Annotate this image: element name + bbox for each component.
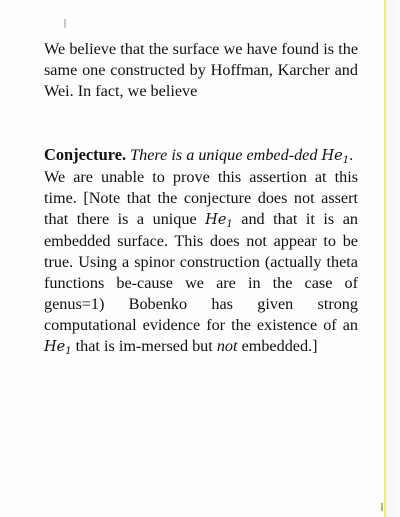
scan-mark-top [64, 19, 66, 28]
conjecture-statement: There is a unique embed-ded [130, 146, 318, 164]
he1-symbol [322, 148, 350, 164]
paragraph-belief-text: We believe that the surface we have found is the same one constructed by Hoffman, Karcher and Wei. In fact, we believe [44, 40, 358, 100]
note-text-part-1: We are unable to prove this assertion at this time. [Note that the conjecture does not assert that there is a unique [44, 168, 358, 228]
note-text-part-3: that is im-mersed but [75, 337, 213, 355]
conjecture-paragraph [44, 144, 358, 167]
page-edge-highlight [384, 0, 386, 517]
note-text-part-2: and that it is an embedded surface. This does not appear to be true. Using a spinor construction (actually theta functions be-cause we are in the case of genus=1) Bobenko has given strong computational evidence for the existence of an [44, 210, 358, 334]
paragraph-note-body [44, 167, 358, 358]
symbol-subscript: 1 [226, 219, 233, 230]
conjecture-period: . [349, 146, 354, 164]
symbol-subscript: 1 [342, 155, 350, 166]
note-emphasis-not: not [216, 337, 238, 355]
symbol-he: He [44, 339, 66, 355]
page-edge-shadow [386, 0, 400, 517]
he1-symbol-second [44, 339, 72, 355]
scan-mark-bottom [381, 503, 383, 511]
symbol-he: He [205, 212, 227, 228]
he1-symbol-first [205, 212, 233, 228]
symbol-subscript: 1 [65, 346, 72, 357]
conjecture-heading: Conjecture. [44, 145, 127, 164]
paragraph-belief [44, 39, 358, 102]
note-text-part-4: embedded.] [241, 337, 318, 355]
symbol-he: He [321, 148, 343, 164]
